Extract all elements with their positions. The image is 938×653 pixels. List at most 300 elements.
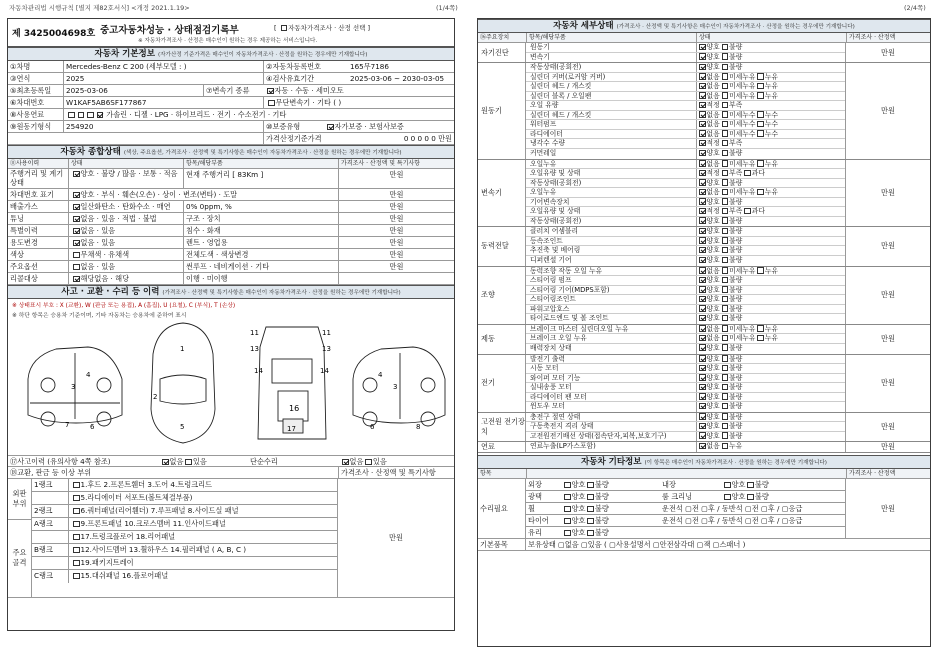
state-option: 없음 bbox=[706, 72, 720, 81]
state-option: 적정 bbox=[706, 139, 720, 148]
overall-header bbox=[8, 159, 454, 169]
checkbox[interactable] bbox=[699, 325, 706, 332]
checkbox[interactable] bbox=[78, 112, 85, 119]
checkbox[interactable] bbox=[722, 374, 729, 381]
group-name: 제동 bbox=[478, 325, 526, 354]
item-label: 발전기 출력 bbox=[530, 354, 565, 363]
checkbox[interactable] bbox=[757, 160, 764, 167]
exchange-header bbox=[8, 467, 454, 479]
overall-table bbox=[8, 169, 454, 285]
state-option: 양호 bbox=[706, 285, 720, 294]
state-option: 양호 bbox=[706, 149, 720, 158]
checkbox[interactable] bbox=[185, 459, 192, 466]
state-option: 불량 bbox=[729, 383, 743, 392]
checkbox[interactable] bbox=[564, 506, 571, 513]
checkbox[interactable] bbox=[73, 204, 80, 211]
detail-row bbox=[526, 188, 845, 198]
checkbox[interactable] bbox=[73, 216, 80, 223]
checkbox[interactable] bbox=[699, 53, 706, 60]
detail-row bbox=[526, 374, 845, 384]
checkbox[interactable] bbox=[757, 121, 764, 128]
checkbox[interactable] bbox=[699, 121, 706, 128]
state-option: 적정 bbox=[706, 169, 720, 178]
state-option: 불량 bbox=[729, 354, 743, 363]
svg-text:16: 16 bbox=[289, 404, 300, 413]
checkbox[interactable] bbox=[699, 286, 706, 293]
checkbox[interactable] bbox=[699, 277, 706, 284]
checkbox[interactable] bbox=[744, 208, 751, 215]
checkbox[interactable] bbox=[699, 384, 706, 391]
checkbox[interactable] bbox=[722, 44, 729, 51]
checkbox[interactable] bbox=[747, 482, 754, 489]
checkbox[interactable] bbox=[757, 92, 764, 99]
label: 외장 bbox=[528, 480, 542, 490]
checkbox[interactable] bbox=[722, 64, 729, 71]
item-label: 등속조인트 bbox=[530, 236, 563, 245]
checkbox[interactable] bbox=[747, 494, 754, 501]
detail-group bbox=[478, 355, 930, 413]
checkbox[interactable] bbox=[365, 459, 372, 466]
item-detail: 전체도색 · 색상변경 bbox=[183, 249, 338, 260]
state-option: 누유 bbox=[729, 442, 743, 451]
checkbox[interactable] bbox=[722, 237, 729, 244]
checkbox[interactable] bbox=[757, 130, 764, 137]
detail-row bbox=[526, 246, 845, 256]
checkbox[interactable] bbox=[73, 508, 80, 515]
checkbox[interactable] bbox=[722, 305, 729, 312]
checkbox[interactable] bbox=[699, 170, 706, 177]
rank-label: A랭크 bbox=[34, 519, 53, 528]
checkbox[interactable] bbox=[722, 277, 729, 284]
checkbox[interactable] bbox=[699, 228, 706, 235]
state-option: 양호 bbox=[706, 276, 720, 285]
checkbox[interactable] bbox=[699, 160, 706, 167]
checkbox[interactable] bbox=[68, 112, 75, 119]
checkbox[interactable] bbox=[722, 393, 729, 400]
label: 운전석 ▢전 ▢후 / 동반석 ▢전 ▢후 / ▢응급 bbox=[662, 504, 803, 514]
checkbox[interactable] bbox=[587, 506, 594, 513]
col-header: 가격조사 · 산정액 bbox=[846, 33, 930, 42]
checkbox[interactable] bbox=[757, 335, 764, 342]
checkbox[interactable] bbox=[722, 315, 729, 322]
form-legal-ref: 자동차관리법 시행규칙 [별지 제82호서식] <개정 2021.1.19> bbox=[9, 4, 190, 12]
checkbox[interactable] bbox=[699, 73, 706, 80]
checkbox[interactable] bbox=[699, 267, 706, 274]
state-option: 미세누유 bbox=[729, 159, 756, 168]
checkbox[interactable] bbox=[722, 423, 729, 430]
price: 만원 bbox=[338, 237, 454, 248]
checkbox[interactable] bbox=[699, 83, 706, 90]
checkbox[interactable] bbox=[267, 88, 274, 95]
checkbox[interactable] bbox=[724, 494, 731, 501]
item-label: 오일 유량 bbox=[530, 101, 559, 110]
checkbox[interactable] bbox=[722, 111, 729, 118]
item-label: 타이로드엔드 및 볼 조인트 bbox=[530, 314, 609, 323]
checkbox[interactable] bbox=[564, 530, 571, 537]
detail-row bbox=[526, 111, 845, 121]
checkbox[interactable] bbox=[73, 482, 80, 489]
item-label: 커먼레일 bbox=[530, 149, 557, 158]
checkbox[interactable] bbox=[587, 494, 594, 501]
checkbox[interactable] bbox=[587, 530, 594, 537]
checkbox[interactable] bbox=[722, 344, 729, 351]
item-detail: 침수 · 화재 bbox=[183, 225, 338, 236]
checkbox[interactable] bbox=[722, 286, 729, 293]
label: 광택 bbox=[528, 492, 542, 502]
checkbox[interactable] bbox=[699, 140, 706, 147]
checkbox[interactable] bbox=[699, 111, 706, 118]
option: 불량 bbox=[594, 492, 609, 502]
checkbox[interactable] bbox=[699, 413, 706, 420]
group-name: 조향 bbox=[478, 267, 526, 324]
checkbox[interactable] bbox=[73, 534, 80, 541]
item-label: 브레이크 오일 누유 bbox=[530, 334, 587, 343]
svg-text:11: 11 bbox=[322, 329, 331, 337]
checkbox[interactable] bbox=[722, 325, 729, 332]
state-option: 미세누수 bbox=[729, 120, 756, 129]
label: 유리 bbox=[528, 528, 542, 538]
checkbox[interactable] bbox=[722, 150, 729, 157]
accident-row bbox=[8, 455, 454, 467]
checkbox[interactable] bbox=[757, 111, 764, 118]
detail-row bbox=[526, 276, 845, 286]
detail-row bbox=[526, 256, 845, 266]
checkbox[interactable] bbox=[757, 73, 764, 80]
part-list: 9.프론트패널 10.크로스멤버 11.인사이드패널 bbox=[80, 519, 226, 528]
checkbox[interactable] bbox=[73, 264, 80, 271]
part-list: 19.패키지트레이 bbox=[80, 558, 134, 567]
detail-group bbox=[478, 227, 930, 266]
checkbox[interactable] bbox=[73, 276, 80, 283]
item-label: 변속기 bbox=[530, 52, 550, 61]
detail-row bbox=[526, 286, 845, 296]
price: 만원 bbox=[338, 225, 454, 236]
checkbox[interactable] bbox=[699, 208, 706, 215]
basic-info-table bbox=[8, 61, 454, 145]
checkbox[interactable] bbox=[722, 121, 729, 128]
checkbox[interactable] bbox=[699, 257, 706, 264]
checkbox[interactable] bbox=[722, 130, 729, 137]
svg-text:11: 11 bbox=[250, 329, 259, 337]
state-option: 누유 bbox=[764, 91, 779, 100]
checkbox[interactable] bbox=[722, 92, 729, 99]
checkbox[interactable] bbox=[722, 443, 729, 450]
state-option: 누수 bbox=[764, 110, 779, 119]
other-title: 자동차 기타정보 (이 항목은 매수인이 자동차가격조사 · 산정을 원하는 경우에만 기재합니다) bbox=[478, 455, 930, 469]
detail-row bbox=[526, 207, 845, 217]
checkbox[interactable] bbox=[73, 521, 80, 528]
checkbox[interactable] bbox=[268, 100, 275, 107]
label: ③연식 bbox=[10, 74, 31, 83]
checkbox[interactable] bbox=[722, 228, 729, 235]
checkbox[interactable] bbox=[699, 102, 706, 109]
state-option: 누유 bbox=[764, 188, 779, 197]
checkbox[interactable] bbox=[722, 160, 729, 167]
checkbox[interactable] bbox=[162, 459, 169, 466]
checkbox[interactable] bbox=[73, 252, 80, 259]
checkbox[interactable] bbox=[699, 355, 706, 362]
checkbox[interactable] bbox=[722, 170, 729, 177]
checkbox[interactable] bbox=[722, 413, 729, 420]
item-label: 와이퍼 모터 기능 bbox=[530, 373, 581, 382]
checkbox[interactable] bbox=[699, 423, 706, 430]
checkbox[interactable] bbox=[699, 64, 706, 71]
checkbox[interactable] bbox=[722, 384, 729, 391]
checkbox[interactable] bbox=[564, 518, 571, 525]
part-list: 1.후드 2.프론트휀더 3.도어 4.트렁크리드 bbox=[80, 480, 212, 489]
part-list: 15.대쉬패널 16.플로어패널 bbox=[80, 571, 169, 580]
state-option: 양호 bbox=[706, 256, 720, 265]
checkbox[interactable] bbox=[73, 192, 80, 199]
checkbox[interactable] bbox=[722, 73, 729, 80]
state-option: 누수 bbox=[764, 129, 779, 138]
checkbox[interactable] bbox=[722, 102, 729, 109]
detail-group bbox=[478, 413, 930, 443]
checkbox[interactable] bbox=[699, 217, 706, 224]
group-name: 고전원 전기장치 bbox=[478, 413, 526, 442]
checkbox[interactable] bbox=[564, 494, 571, 501]
state-option: 미세누수 bbox=[729, 129, 756, 138]
checkbox[interactable] bbox=[699, 150, 706, 157]
checkbox[interactable] bbox=[699, 237, 706, 244]
checkbox[interactable] bbox=[722, 247, 729, 254]
price: 만원 bbox=[881, 378, 895, 388]
state-option: 불량 bbox=[729, 227, 743, 236]
state-option: 불량 bbox=[729, 422, 743, 431]
checkbox[interactable] bbox=[699, 315, 706, 322]
state-option: 부족 bbox=[729, 101, 743, 110]
item-label: 동력조향 작동 오일 누유 bbox=[530, 266, 603, 275]
price: 만원 bbox=[881, 47, 895, 57]
price: 만원 bbox=[338, 261, 454, 272]
checkbox[interactable] bbox=[699, 374, 706, 381]
state-option: 미세누유 bbox=[729, 266, 756, 275]
label: ②자동차등록번호 bbox=[263, 61, 348, 72]
checkbox[interactable] bbox=[722, 53, 729, 60]
option: 양호 bbox=[731, 492, 746, 502]
group-name: 동력전달 bbox=[478, 227, 526, 265]
basic-items: 보유상태 ▢없음 ▢있음 ( ▢사용설명서 ▢안전삼각대 ▢잭 ▢스패너 ) bbox=[528, 540, 746, 550]
state-option: 없음 bbox=[706, 334, 720, 343]
price: 만원 bbox=[389, 533, 403, 542]
state-option: 미세누유 bbox=[729, 188, 756, 197]
state-option: 양호 bbox=[706, 412, 720, 421]
item-label: 스티어링 기어(MDPS포함) bbox=[530, 285, 610, 294]
checkbox[interactable] bbox=[73, 573, 80, 580]
checkbox[interactable] bbox=[564, 482, 571, 489]
overall-status-title: 자동차 종합상태 (색상, 주요옵션, 가격조사 · 산정액 및 특기사항은 매수인이 자동차가격조사 · 산정을 원하는 경우에만 기재합니다) bbox=[8, 145, 454, 159]
inspection-period-value: 2025-03-06 ~ 2030-03-05 bbox=[350, 74, 445, 83]
item-name: 색상 bbox=[10, 250, 24, 259]
checkbox[interactable] bbox=[722, 217, 729, 224]
state-option: 불량 bbox=[729, 43, 743, 51]
state-option: 없음 bbox=[706, 188, 720, 197]
checkbox[interactable] bbox=[744, 170, 751, 177]
checkbox[interactable] bbox=[699, 365, 706, 372]
checkbox[interactable] bbox=[73, 171, 80, 178]
checkbox[interactable] bbox=[281, 25, 288, 32]
detail-row bbox=[526, 227, 845, 237]
checkbox[interactable] bbox=[722, 140, 729, 147]
group-name: 전기 bbox=[478, 355, 526, 412]
item-detail: 썬루프 · 네비게이션 · 기타 bbox=[183, 261, 338, 272]
svg-text:14: 14 bbox=[320, 367, 329, 375]
price bbox=[338, 273, 454, 284]
checkbox[interactable] bbox=[722, 257, 729, 264]
checkbox[interactable] bbox=[699, 198, 706, 205]
state-option: 불량 bbox=[729, 178, 743, 187]
item-label: 디퍼렌셜 기어 bbox=[530, 256, 572, 265]
checkbox[interactable] bbox=[699, 189, 706, 196]
checkbox[interactable] bbox=[699, 305, 706, 312]
checkbox[interactable] bbox=[73, 495, 80, 502]
svg-text:7: 7 bbox=[65, 421, 70, 429]
item-state: 없음 · 있음 bbox=[80, 262, 116, 271]
state-option: 양호 bbox=[706, 178, 720, 187]
state-option: 불량 bbox=[729, 314, 743, 323]
checkbox[interactable] bbox=[699, 403, 706, 410]
checkbox[interactable] bbox=[587, 518, 594, 525]
state-option: 양호 bbox=[706, 422, 720, 431]
detail-row bbox=[526, 393, 845, 403]
item-label: 파워고압호스 bbox=[530, 304, 570, 313]
detail-row bbox=[526, 198, 845, 208]
checkbox[interactable] bbox=[97, 112, 104, 119]
detail-row bbox=[526, 402, 845, 412]
checkbox[interactable] bbox=[722, 296, 729, 303]
option: 있음 bbox=[372, 457, 387, 466]
detail-row bbox=[526, 383, 845, 393]
checkbox[interactable] bbox=[699, 130, 706, 137]
checkbox[interactable] bbox=[722, 208, 729, 215]
checkbox[interactable] bbox=[327, 124, 334, 131]
item-detail: 현재 주행거리 [ 83Km ] bbox=[183, 169, 338, 188]
state-option: 없음 bbox=[706, 159, 720, 168]
checkbox[interactable] bbox=[73, 560, 80, 567]
item-state: 없음 · 있음 bbox=[80, 226, 116, 235]
item-name: 튜닝 bbox=[10, 214, 24, 223]
checkbox[interactable] bbox=[757, 325, 764, 332]
state-option: 불량 bbox=[729, 431, 743, 440]
col-header: ⑯주요장치 bbox=[480, 34, 510, 41]
checkbox[interactable] bbox=[722, 365, 729, 372]
item-name: 특별이력 bbox=[10, 226, 38, 235]
checkbox[interactable] bbox=[722, 335, 729, 342]
label: ⑩보증유형 bbox=[263, 121, 323, 132]
detail-header bbox=[478, 33, 930, 43]
option: 양호 bbox=[571, 504, 586, 514]
checkbox[interactable] bbox=[722, 267, 729, 274]
checkbox[interactable] bbox=[699, 296, 706, 303]
state-option: 양호 bbox=[706, 304, 720, 313]
page-1 bbox=[7, 18, 455, 631]
checkbox[interactable] bbox=[722, 189, 729, 196]
state-option: 양호 bbox=[706, 364, 720, 373]
checkbox[interactable] bbox=[73, 240, 80, 247]
option: 양호 bbox=[571, 492, 586, 502]
checkbox[interactable] bbox=[699, 432, 706, 439]
group-name: 연료 bbox=[478, 442, 526, 452]
item-label: 작동상태(공회전) bbox=[530, 216, 582, 225]
engine-type-value: 254920 bbox=[63, 121, 263, 132]
detail-group bbox=[478, 160, 930, 228]
checkbox[interactable] bbox=[699, 92, 706, 99]
detail-row bbox=[526, 364, 845, 374]
checkbox[interactable] bbox=[699, 335, 706, 342]
item-label: 냉각수 수량 bbox=[530, 139, 565, 148]
checkbox[interactable] bbox=[699, 393, 706, 400]
option: 불량 bbox=[754, 480, 769, 490]
item-state: 해당없음 · 해당 bbox=[80, 274, 130, 283]
svg-text:14: 14 bbox=[254, 367, 263, 375]
checkbox[interactable] bbox=[699, 344, 706, 351]
checkbox[interactable] bbox=[73, 547, 80, 554]
item-label: 윈도우 모터 bbox=[530, 402, 565, 411]
option: 불량 bbox=[594, 516, 609, 526]
item-label: 라디에이터 팬 모터 bbox=[530, 392, 587, 401]
checkbox[interactable] bbox=[87, 112, 94, 119]
svg-text:5: 5 bbox=[180, 423, 185, 431]
other-table bbox=[478, 479, 930, 539]
group-name: 변속기 bbox=[478, 160, 526, 227]
checkbox[interactable] bbox=[699, 179, 706, 186]
price: 만원 bbox=[881, 241, 895, 251]
checkbox[interactable] bbox=[722, 179, 729, 186]
state-option: 양호 bbox=[706, 354, 720, 363]
item-label: 라디에이터 bbox=[530, 129, 563, 138]
checkbox[interactable] bbox=[722, 83, 729, 90]
checkbox[interactable] bbox=[699, 247, 706, 254]
checkbox[interactable] bbox=[342, 459, 349, 466]
label: ⑧사용연료 bbox=[10, 110, 45, 119]
checkbox[interactable] bbox=[722, 355, 729, 362]
price: 만원 bbox=[881, 187, 895, 197]
detail-group bbox=[478, 267, 930, 325]
checkbox[interactable] bbox=[587, 482, 594, 489]
state-option: 누유 bbox=[764, 266, 779, 275]
state-option: 불량 bbox=[729, 373, 743, 382]
label: 룸 크리닝 bbox=[662, 492, 693, 502]
checkbox[interactable] bbox=[73, 228, 80, 235]
detail-row bbox=[526, 101, 845, 111]
label: 기본품목 bbox=[478, 539, 526, 550]
detail-row bbox=[526, 237, 845, 247]
checkbox[interactable] bbox=[757, 267, 764, 274]
checkbox[interactable] bbox=[699, 443, 706, 450]
item-detail: 렌트 · 영업용 bbox=[183, 237, 338, 248]
state-option: 불량 bbox=[729, 256, 743, 265]
svg-text:13: 13 bbox=[322, 345, 331, 353]
label: 단순수리 bbox=[250, 457, 278, 466]
first-reg-value: 2025-03-06 bbox=[63, 85, 203, 96]
legend-note: ※ 하단 항목은 승용차 기준이며, 기타 자동차는 승용차에 준하여 표시 bbox=[12, 313, 187, 319]
doc-number: 제 3425004698호 bbox=[12, 29, 96, 39]
checkbox[interactable] bbox=[757, 189, 764, 196]
option: 양호 bbox=[571, 528, 586, 538]
checkbox[interactable] bbox=[722, 432, 729, 439]
checkbox[interactable] bbox=[724, 482, 731, 489]
checkbox[interactable] bbox=[722, 198, 729, 205]
checkbox[interactable] bbox=[722, 403, 729, 410]
option: 불량 bbox=[754, 492, 769, 502]
checkbox[interactable] bbox=[699, 44, 706, 51]
state-option: 미세누수 bbox=[729, 110, 756, 119]
title-option: 자동차가격조사 · 산정 선택 bbox=[288, 24, 366, 32]
state-option: 양호 bbox=[706, 402, 720, 411]
state-option: 양호 bbox=[706, 197, 720, 206]
item-state: 양호 · 부식 · 훼손(오손) · 상이 · 변조(변타) · 도말 bbox=[80, 190, 238, 199]
checkbox[interactable] bbox=[757, 83, 764, 90]
